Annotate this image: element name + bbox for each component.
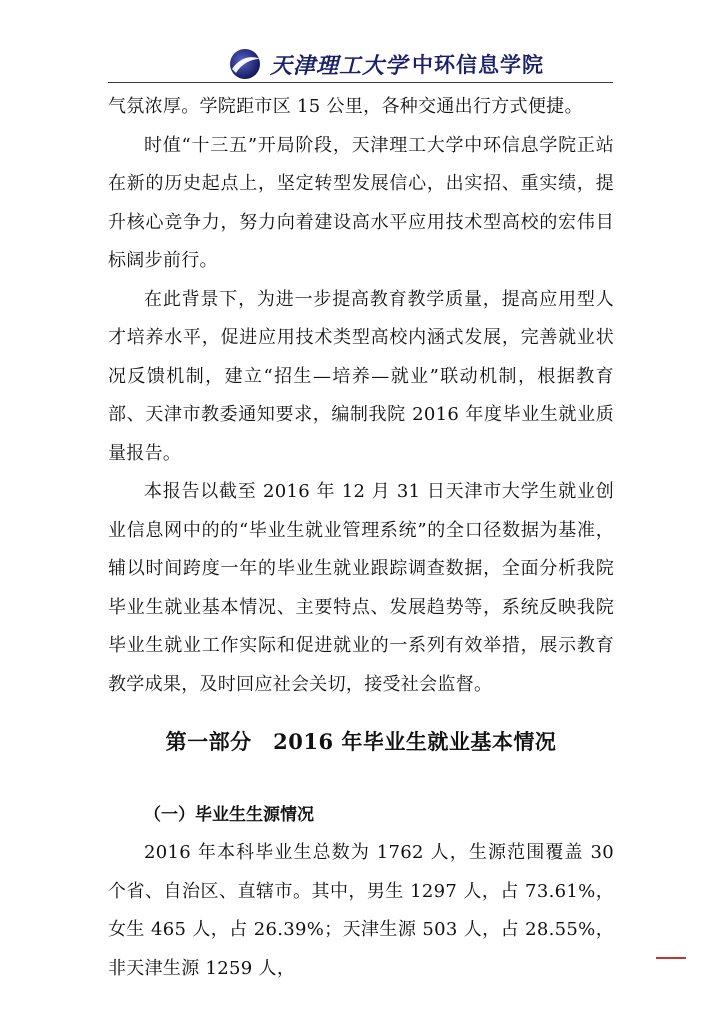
paragraph-continuation: 气氛浓厚。学院距市区 15 公里，各种交通出行方式便捷。 bbox=[108, 96, 583, 117]
paragraph-thirteenth-five-year: 时值“十三五”开局阶段，天津理工大学中环信息学院正站在新的历史起点上，坚定转型发展信心，出实招、重实绩，提升核心竞争力，努力向着建设高水平应用技术型高校的宏伟目标阔步前行。 bbox=[108, 134, 614, 271]
footer-accent-line bbox=[656, 957, 686, 959]
school-name: 天津理工大学 bbox=[270, 52, 409, 79]
paragraph-background: 在此背景下，为进一步提高教育教学质量，提高应用型人才培养水平，促进应用技术类型高校内涵式发展，完善就业状况反馈机制，建立“招生—培养—就业”联动机制，根据教育部、天津市教委通知要求，编制我院 2016 年度毕业生就业质量报告。 bbox=[108, 288, 614, 464]
tjut-swoosh-logo-icon bbox=[228, 47, 262, 81]
part-title: 第一部分 2016 年毕业生就业基本情况 bbox=[165, 729, 557, 754]
header-divider bbox=[108, 82, 613, 83]
document-body bbox=[108, 88, 614, 988]
page-header bbox=[228, 46, 544, 82]
paragraph-report-scope: 本报告以截至 2016 年 12 月 31 日天津市大学生就业创业信息网中的的“毕业生就业管理系统”的全口径数据为基准，辅以时间跨度一年的毕业生就业跟踪调查数据，全面分析我院毕业生就业基本情况、主要特点、发展趋势等，系统反映我院毕业生就业工作实际和促进就业的一系列有效举措，展示教育教学成果，及时回应社会关切，接受社会监督。 bbox=[108, 481, 614, 695]
paragraph-student-source: 2016 年本科毕业生总数为 1762 人，生源范围覆盖 30 个省、自治区、直辖市。其中，男生 1297 人，占 73.61%，女生 465 人，占 26.39%；天津生源 503 人，占 28.55%，非天津生源 1259 人， bbox=[108, 842, 614, 979]
college-name: 中环信息学院 bbox=[412, 53, 545, 77]
section-title: （一）毕业生生源情况 bbox=[144, 805, 314, 825]
